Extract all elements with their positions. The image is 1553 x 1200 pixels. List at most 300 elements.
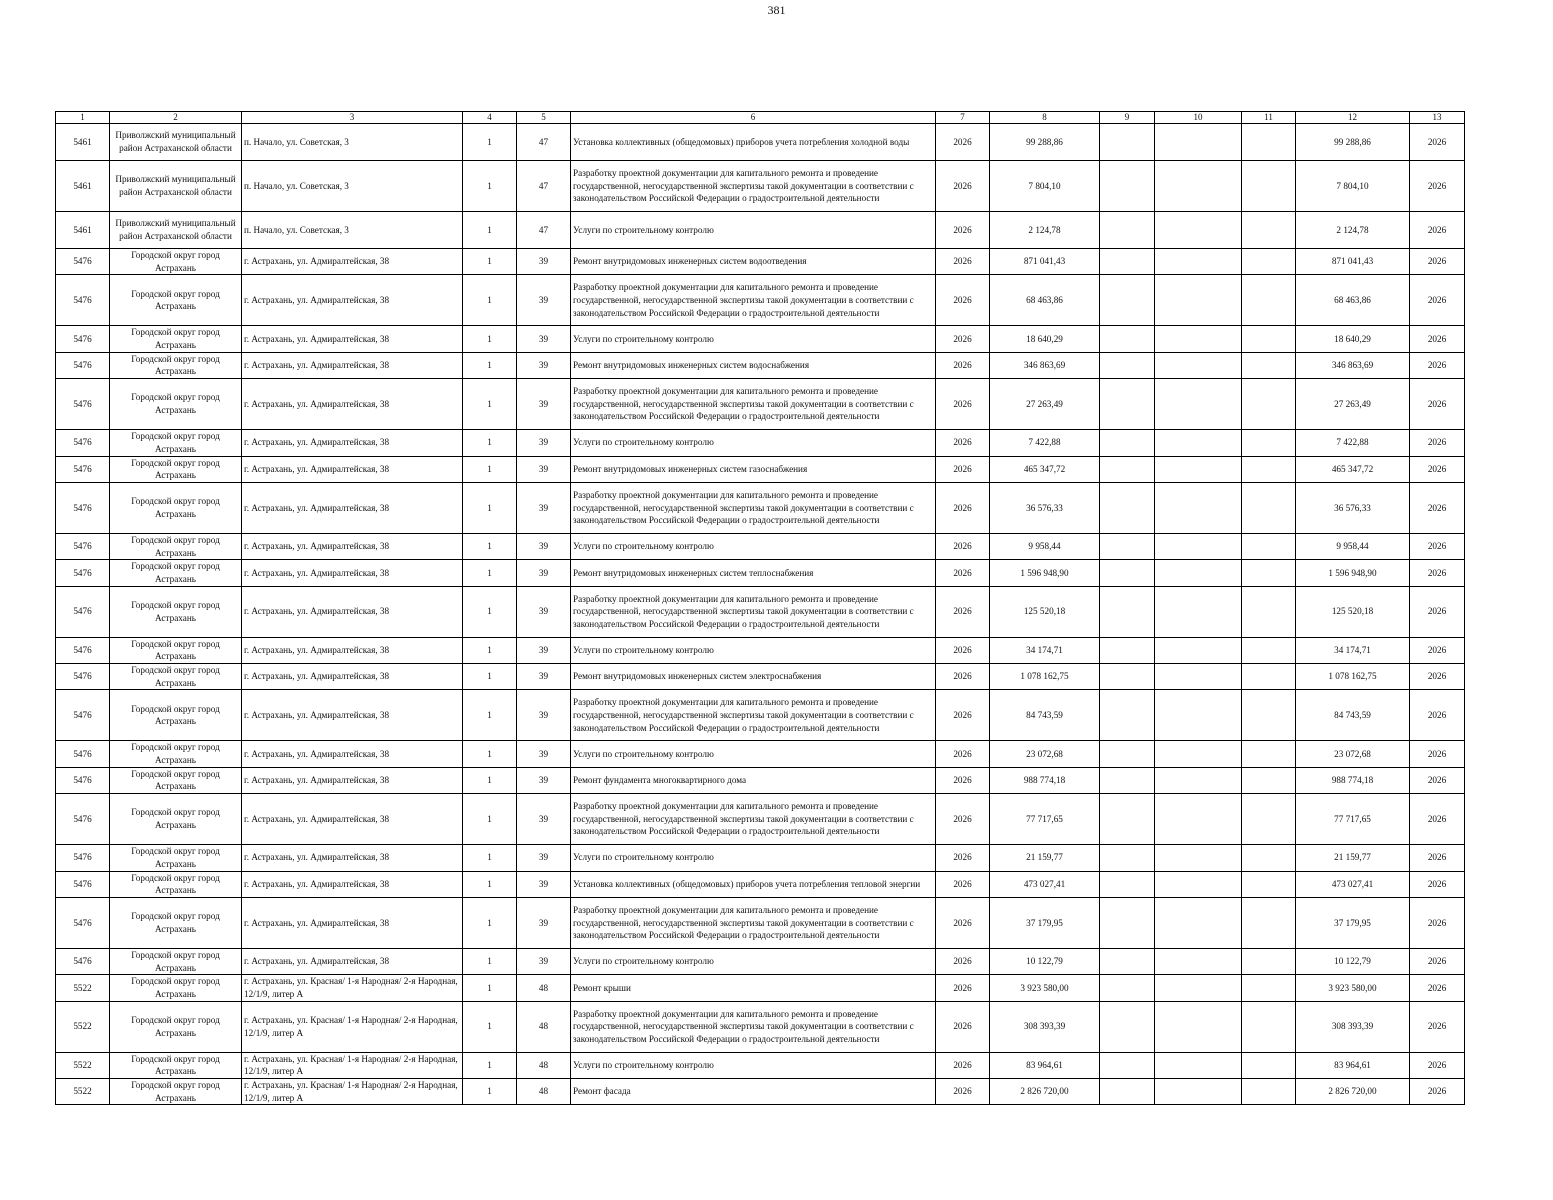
cell-work-type: Ремонт внутридомовых инженерных систем теплоснабжения [571, 560, 936, 586]
cell-municipality: Городской округ город Астрахань [110, 379, 242, 430]
cell-fund-cost: 3 923 580,00 [1296, 975, 1410, 1001]
cell-col-11 [1242, 767, 1296, 793]
cell-total-cost: 84 743,59 [990, 690, 1100, 741]
cell-house-id: 5476 [56, 586, 110, 637]
cell-house-id: 5476 [56, 767, 110, 793]
cell-address: г. Астрахань, ул. Адмиралтейская, 38 [242, 430, 463, 456]
cell-end-year: 2026 [1410, 637, 1465, 663]
cell-ref-number: 39 [517, 352, 571, 378]
cell-fund-cost: 99 288,86 [1296, 124, 1410, 161]
cell-municipality: Приволжский муниципальный район Астраханской области [110, 161, 242, 212]
cell-house-id: 5461 [56, 124, 110, 161]
cell-municipality: Городской округ город Астрахань [110, 560, 242, 586]
cell-municipality: Городской округ город Астрахань [110, 326, 242, 352]
cell-year: 2026 [936, 845, 990, 871]
cell-col-11 [1242, 1052, 1296, 1078]
cell-col-11 [1242, 586, 1296, 637]
cell-house-id: 5476 [56, 482, 110, 533]
cell-year: 2026 [936, 767, 990, 793]
cell-col-11 [1242, 326, 1296, 352]
cell-fund-cost: 988 774,18 [1296, 767, 1410, 793]
cell-work-type: Установка коллективных (общедомовых) приборов учета потребления тепловой энергии [571, 871, 936, 897]
cell-col-11 [1242, 212, 1296, 249]
column-header: 1 [56, 112, 110, 124]
cell-address: г. Астрахань, ул. Адмиралтейская, 38 [242, 845, 463, 871]
cell-house-id: 5522 [56, 975, 110, 1001]
cell-work-type: Услуги по строительному контролю [571, 637, 936, 663]
cell-work-type: Разработку проектной документации для капитального ремонта и проведение государственной, негосударственной экспертизы такой документации в соответствии с законодательством Российской Федерации о градостроительной деятельности [571, 275, 936, 326]
table-row [56, 1079, 1465, 1105]
cell-count: 1 [463, 845, 517, 871]
cell-ref-number: 47 [517, 124, 571, 161]
cell-year: 2026 [936, 124, 990, 161]
cell-year: 2026 [936, 664, 990, 690]
cell-ref-number: 39 [517, 482, 571, 533]
cell-work-type: Ремонт фундамента многоквартирного дома [571, 767, 936, 793]
cell-fund-cost: 1 596 948,90 [1296, 560, 1410, 586]
cell-address: п. Начало, ул. Советская, 3 [242, 212, 463, 249]
cell-address: г. Астрахань, ул. Адмиралтейская, 38 [242, 741, 463, 767]
table-row [56, 948, 1465, 974]
table-row [56, 975, 1465, 1001]
cell-end-year: 2026 [1410, 871, 1465, 897]
column-header: 12 [1296, 112, 1410, 124]
table-row [56, 212, 1465, 249]
cell-count: 1 [463, 664, 517, 690]
cell-col-11 [1242, 871, 1296, 897]
cell-ref-number: 39 [517, 690, 571, 741]
column-header: 4 [463, 112, 517, 124]
cell-address: г. Астрахань, ул. Адмиралтейская, 38 [242, 379, 463, 430]
cell-total-cost: 2 124,78 [990, 212, 1100, 249]
column-header: 13 [1410, 112, 1465, 124]
cell-fund-cost: 36 576,33 [1296, 482, 1410, 533]
cell-end-year: 2026 [1410, 845, 1465, 871]
cell-col-10 [1155, 379, 1242, 430]
cell-municipality: Городской округ город Астрахань [110, 637, 242, 663]
cell-col-9 [1100, 430, 1155, 456]
page-number: 381 [767, 3, 786, 17]
cell-col-11 [1242, 637, 1296, 663]
cell-total-cost: 68 463,86 [990, 275, 1100, 326]
cell-col-11 [1242, 379, 1296, 430]
column-header: 11 [1242, 112, 1296, 124]
table-row [56, 430, 1465, 456]
cell-col-9 [1100, 975, 1155, 1001]
cell-fund-cost: 473 027,41 [1296, 871, 1410, 897]
cell-year: 2026 [936, 690, 990, 741]
cell-ref-number: 39 [517, 586, 571, 637]
cell-end-year: 2026 [1410, 1001, 1465, 1052]
column-header: 5 [517, 112, 571, 124]
cell-col-9 [1100, 1001, 1155, 1052]
cell-year: 2026 [936, 456, 990, 482]
cell-col-10 [1155, 1052, 1242, 1078]
cell-col-9 [1100, 767, 1155, 793]
cell-ref-number: 39 [517, 845, 571, 871]
capital-repair-table [55, 111, 1465, 1105]
cell-address: г. Астрахань, ул. Адмиралтейская, 38 [242, 794, 463, 845]
cell-ref-number: 48 [517, 975, 571, 1001]
cell-fund-cost: 18 640,29 [1296, 326, 1410, 352]
table-row [56, 326, 1465, 352]
cell-work-type: Разработку проектной документации для капитального ремонта и проведение государственной, негосударственной экспертизы такой документации в соответствии с законодательством Российской Федерации о градостроительной деятельности [571, 897, 936, 948]
cell-col-9 [1100, 326, 1155, 352]
cell-total-cost: 18 640,29 [990, 326, 1100, 352]
cell-count: 1 [463, 326, 517, 352]
cell-ref-number: 39 [517, 456, 571, 482]
cell-house-id: 5476 [56, 533, 110, 559]
cell-count: 1 [463, 275, 517, 326]
cell-col-9 [1100, 379, 1155, 430]
column-header: 7 [936, 112, 990, 124]
cell-address: г. Астрахань, ул. Адмиралтейская, 38 [242, 897, 463, 948]
cell-municipality: Городской округ город Астрахань [110, 664, 242, 690]
cell-house-id: 5476 [56, 690, 110, 741]
cell-total-cost: 21 159,77 [990, 845, 1100, 871]
cell-municipality: Городской округ город Астрахань [110, 871, 242, 897]
cell-fund-cost: 9 958,44 [1296, 533, 1410, 559]
cell-ref-number: 39 [517, 533, 571, 559]
cell-fund-cost: 27 263,49 [1296, 379, 1410, 430]
cell-ref-number: 39 [517, 249, 571, 275]
cell-end-year: 2026 [1410, 456, 1465, 482]
cell-col-10 [1155, 1001, 1242, 1052]
cell-house-id: 5476 [56, 637, 110, 663]
cell-col-11 [1242, 1079, 1296, 1105]
cell-col-10 [1155, 430, 1242, 456]
cell-count: 1 [463, 379, 517, 430]
cell-house-id: 5461 [56, 161, 110, 212]
cell-col-9 [1100, 897, 1155, 948]
cell-end-year: 2026 [1410, 1079, 1465, 1105]
cell-col-9 [1100, 586, 1155, 637]
cell-fund-cost: 77 717,65 [1296, 794, 1410, 845]
cell-col-11 [1242, 161, 1296, 212]
table-row [56, 161, 1465, 212]
cell-ref-number: 48 [517, 1001, 571, 1052]
cell-address: г. Астрахань, ул. Адмиралтейская, 38 [242, 637, 463, 663]
cell-col-10 [1155, 124, 1242, 161]
cell-ref-number: 39 [517, 275, 571, 326]
cell-house-id: 5476 [56, 430, 110, 456]
cell-col-11 [1242, 975, 1296, 1001]
cell-work-type: Разработку проектной документации для капитального ремонта и проведение государственной, негосударственной экспертизы такой документации в соответствии с законодательством Российской Федерации о градостроительной деятельности [571, 690, 936, 741]
cell-house-id: 5476 [56, 897, 110, 948]
cell-count: 1 [463, 741, 517, 767]
table-row [56, 124, 1465, 161]
cell-municipality: Городской округ город Астрахань [110, 533, 242, 559]
cell-address: г. Астрахань, ул. Адмиралтейская, 38 [242, 456, 463, 482]
cell-work-type: Ремонт фасада [571, 1079, 936, 1105]
cell-count: 1 [463, 1079, 517, 1105]
cell-work-type: Разработку проектной документации для капитального ремонта и проведение государственной, негосударственной экспертизы такой документации в соответствии с законодательством Российской Федерации о градостроительной деятельности [571, 794, 936, 845]
cell-work-type: Разработку проектной документации для капитального ремонта и проведение государственной, негосударственной экспертизы такой документации в соответствии с законодательством Российской Федерации о градостроительной деятельности [571, 482, 936, 533]
table-row [56, 664, 1465, 690]
cell-fund-cost: 83 964,61 [1296, 1052, 1410, 1078]
cell-count: 1 [463, 352, 517, 378]
cell-year: 2026 [936, 482, 990, 533]
cell-house-id: 5476 [56, 948, 110, 974]
cell-ref-number: 47 [517, 161, 571, 212]
cell-year: 2026 [936, 1001, 990, 1052]
cell-address: г. Астрахань, ул. Адмиралтейская, 38 [242, 586, 463, 637]
cell-address: г. Астрахань, ул. Адмиралтейская, 38 [242, 275, 463, 326]
cell-col-10 [1155, 948, 1242, 974]
cell-year: 2026 [936, 430, 990, 456]
table-row [56, 482, 1465, 533]
cell-total-cost: 10 122,79 [990, 948, 1100, 974]
cell-count: 1 [463, 456, 517, 482]
cell-total-cost: 3 923 580,00 [990, 975, 1100, 1001]
cell-year: 2026 [936, 352, 990, 378]
cell-house-id: 5476 [56, 456, 110, 482]
cell-col-10 [1155, 482, 1242, 533]
cell-col-11 [1242, 690, 1296, 741]
cell-total-cost: 473 027,41 [990, 871, 1100, 897]
cell-end-year: 2026 [1410, 212, 1465, 249]
table-row [56, 897, 1465, 948]
cell-end-year: 2026 [1410, 560, 1465, 586]
table-row [56, 379, 1465, 430]
cell-total-cost: 308 393,39 [990, 1001, 1100, 1052]
table-row [56, 275, 1465, 326]
cell-count: 1 [463, 124, 517, 161]
cell-total-cost: 871 041,43 [990, 249, 1100, 275]
cell-municipality: Городской округ город Астрахань [110, 249, 242, 275]
table-row [56, 871, 1465, 897]
cell-house-id: 5461 [56, 212, 110, 249]
cell-address: г. Астрахань, ул. Адмиралтейская, 38 [242, 560, 463, 586]
cell-year: 2026 [936, 379, 990, 430]
cell-count: 1 [463, 482, 517, 533]
cell-ref-number: 39 [517, 767, 571, 793]
cell-col-9 [1100, 275, 1155, 326]
cell-address: г. Астрахань, ул. Адмиралтейская, 38 [242, 533, 463, 559]
table-row [56, 533, 1465, 559]
cell-total-cost: 2 826 720,00 [990, 1079, 1100, 1105]
cell-house-id: 5476 [56, 326, 110, 352]
cell-col-11 [1242, 482, 1296, 533]
cell-count: 1 [463, 690, 517, 741]
cell-work-type: Услуги по строительному контролю [571, 212, 936, 249]
cell-col-10 [1155, 845, 1242, 871]
cell-col-10 [1155, 664, 1242, 690]
cell-col-9 [1100, 871, 1155, 897]
cell-end-year: 2026 [1410, 124, 1465, 161]
cell-end-year: 2026 [1410, 586, 1465, 637]
cell-municipality: Городской округ город Астрахань [110, 975, 242, 1001]
cell-fund-cost: 7 422,88 [1296, 430, 1410, 456]
cell-year: 2026 [936, 871, 990, 897]
cell-house-id: 5476 [56, 794, 110, 845]
cell-ref-number: 48 [517, 1079, 571, 1105]
cell-total-cost: 83 964,61 [990, 1052, 1100, 1078]
cell-year: 2026 [936, 560, 990, 586]
cell-count: 1 [463, 533, 517, 559]
cell-work-type: Услуги по строительному контролю [571, 948, 936, 974]
cell-col-10 [1155, 533, 1242, 559]
cell-total-cost: 1 078 162,75 [990, 664, 1100, 690]
cell-house-id: 5476 [56, 379, 110, 430]
cell-work-type: Разработку проектной документации для капитального ремонта и проведение государственной, негосударственной экспертизы такой документации в соответствии с законодательством Российской Федерации о градостроительной деятельности [571, 161, 936, 212]
cell-address: г. Астрахань, ул. Адмиралтейская, 38 [242, 249, 463, 275]
cell-fund-cost: 23 072,68 [1296, 741, 1410, 767]
cell-total-cost: 77 717,65 [990, 794, 1100, 845]
cell-col-10 [1155, 637, 1242, 663]
cell-house-id: 5522 [56, 1079, 110, 1105]
cell-year: 2026 [936, 794, 990, 845]
cell-address: г. Астрахань, ул. Адмиралтейская, 38 [242, 326, 463, 352]
cell-fund-cost: 308 393,39 [1296, 1001, 1410, 1052]
cell-address: г. Астрахань, ул. Красная/ 1-я Народная/ 2-я Народная, 12/1/9, литер А [242, 1052, 463, 1078]
cell-address: г. Астрахань, ул. Красная/ 1-я Народная/ 2-я Народная, 12/1/9, литер А [242, 975, 463, 1001]
cell-col-11 [1242, 897, 1296, 948]
cell-municipality: Городской округ город Астрахань [110, 1052, 242, 1078]
cell-col-9 [1100, 664, 1155, 690]
cell-total-cost: 37 179,95 [990, 897, 1100, 948]
cell-end-year: 2026 [1410, 352, 1465, 378]
table-row [56, 1052, 1465, 1078]
cell-count: 1 [463, 637, 517, 663]
cell-ref-number: 39 [517, 741, 571, 767]
cell-municipality: Городской округ город Астрахань [110, 482, 242, 533]
cell-count: 1 [463, 212, 517, 249]
cell-end-year: 2026 [1410, 275, 1465, 326]
cell-municipality: Городской округ город Астрахань [110, 586, 242, 637]
cell-col-9 [1100, 249, 1155, 275]
cell-house-id: 5476 [56, 741, 110, 767]
cell-fund-cost: 871 041,43 [1296, 249, 1410, 275]
cell-col-9 [1100, 948, 1155, 974]
cell-col-10 [1155, 741, 1242, 767]
cell-col-10 [1155, 767, 1242, 793]
table-body [56, 124, 1465, 1105]
cell-work-type: Ремонт внутридомовых инженерных систем водоснабжения [571, 352, 936, 378]
cell-fund-cost: 34 174,71 [1296, 637, 1410, 663]
cell-total-cost: 7 422,88 [990, 430, 1100, 456]
cell-col-11 [1242, 741, 1296, 767]
cell-address: г. Астрахань, ул. Адмиралтейская, 38 [242, 948, 463, 974]
cell-municipality: Городской округ город Астрахань [110, 275, 242, 326]
cell-end-year: 2026 [1410, 326, 1465, 352]
cell-house-id: 5476 [56, 871, 110, 897]
cell-municipality: Городской округ город Астрахань [110, 1079, 242, 1105]
cell-fund-cost: 1 078 162,75 [1296, 664, 1410, 690]
cell-col-10 [1155, 690, 1242, 741]
cell-address: г. Астрахань, ул. Красная/ 1-я Народная/ 2-я Народная, 12/1/9, литер А [242, 1001, 463, 1052]
cell-fund-cost: 2 826 720,00 [1296, 1079, 1410, 1105]
cell-ref-number: 39 [517, 794, 571, 845]
cell-col-9 [1100, 794, 1155, 845]
cell-end-year: 2026 [1410, 482, 1465, 533]
column-header: 3 [242, 112, 463, 124]
cell-col-10 [1155, 249, 1242, 275]
cell-ref-number: 39 [517, 326, 571, 352]
table-row [56, 560, 1465, 586]
cell-end-year: 2026 [1410, 897, 1465, 948]
cell-count: 1 [463, 767, 517, 793]
cell-work-type: Ремонт внутридомовых инженерных систем газоснабжения [571, 456, 936, 482]
cell-col-10 [1155, 975, 1242, 1001]
cell-count: 1 [463, 161, 517, 212]
column-header: 6 [571, 112, 936, 124]
cell-municipality: Приволжский муниципальный район Астраханской области [110, 124, 242, 161]
cell-fund-cost: 2 124,78 [1296, 212, 1410, 249]
cell-work-type: Разработку проектной документации для капитального ремонта и проведение государственной, негосударственной экспертизы такой документации в соответствии с законодательством Российской Федерации о градостроительной деятельности [571, 586, 936, 637]
cell-col-10 [1155, 275, 1242, 326]
cell-address: г. Астрахань, ул. Адмиралтейская, 38 [242, 871, 463, 897]
cell-count: 1 [463, 586, 517, 637]
cell-total-cost: 27 263,49 [990, 379, 1100, 430]
cell-col-9 [1100, 637, 1155, 663]
cell-ref-number: 39 [517, 664, 571, 690]
cell-col-10 [1155, 794, 1242, 845]
column-header: 10 [1155, 112, 1242, 124]
header-row [56, 112, 1465, 124]
cell-col-9 [1100, 560, 1155, 586]
cell-total-cost: 7 804,10 [990, 161, 1100, 212]
cell-address: г. Астрахань, ул. Адмиралтейская, 38 [242, 767, 463, 793]
cell-col-11 [1242, 664, 1296, 690]
cell-count: 1 [463, 794, 517, 845]
cell-end-year: 2026 [1410, 741, 1465, 767]
cell-col-11 [1242, 249, 1296, 275]
cell-ref-number: 39 [517, 897, 571, 948]
cell-col-9 [1100, 161, 1155, 212]
cell-house-id: 5522 [56, 1001, 110, 1052]
cell-end-year: 2026 [1410, 948, 1465, 974]
cell-work-type: Услуги по строительному контролю [571, 533, 936, 559]
cell-work-type: Услуги по строительному контролю [571, 326, 936, 352]
cell-house-id: 5476 [56, 275, 110, 326]
cell-ref-number: 39 [517, 637, 571, 663]
cell-year: 2026 [936, 249, 990, 275]
cell-municipality: Городской округ город Астрахань [110, 897, 242, 948]
cell-col-10 [1155, 352, 1242, 378]
cell-col-10 [1155, 326, 1242, 352]
cell-col-10 [1155, 161, 1242, 212]
cell-total-cost: 125 520,18 [990, 586, 1100, 637]
cell-year: 2026 [936, 897, 990, 948]
cell-col-10 [1155, 1079, 1242, 1105]
cell-col-11 [1242, 794, 1296, 845]
table-row [56, 637, 1465, 663]
cell-ref-number: 39 [517, 379, 571, 430]
cell-ref-number: 39 [517, 948, 571, 974]
cell-fund-cost: 10 122,79 [1296, 948, 1410, 974]
cell-col-9 [1100, 456, 1155, 482]
cell-fund-cost: 465 347,72 [1296, 456, 1410, 482]
cell-col-9 [1100, 533, 1155, 559]
cell-end-year: 2026 [1410, 249, 1465, 275]
cell-total-cost: 988 774,18 [990, 767, 1100, 793]
cell-municipality: Городской округ город Астрахань [110, 690, 242, 741]
cell-year: 2026 [936, 1079, 990, 1105]
column-header: 8 [990, 112, 1100, 124]
cell-total-cost: 23 072,68 [990, 741, 1100, 767]
cell-col-9 [1100, 741, 1155, 767]
cell-ref-number: 48 [517, 1052, 571, 1078]
cell-fund-cost: 346 863,69 [1296, 352, 1410, 378]
cell-col-11 [1242, 352, 1296, 378]
cell-year: 2026 [936, 637, 990, 663]
cell-year: 2026 [936, 975, 990, 1001]
column-header: 9 [1100, 112, 1155, 124]
cell-col-10 [1155, 897, 1242, 948]
cell-total-cost: 99 288,86 [990, 124, 1100, 161]
cell-address: п. Начало, ул. Советская, 3 [242, 161, 463, 212]
